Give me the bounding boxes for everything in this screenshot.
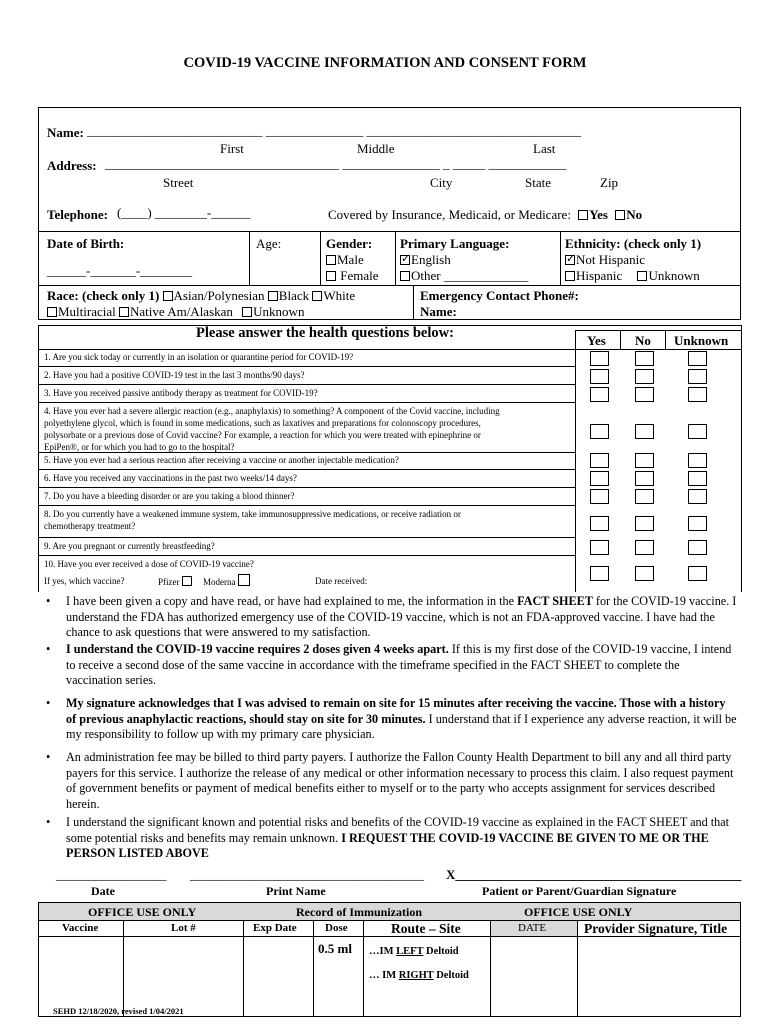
name-label: Name: [47,125,84,140]
race-white-checkbox[interactable] [312,291,322,301]
q8-no[interactable] [635,516,654,531]
pfizer-label: Pfizer [158,577,180,587]
q3-unknown[interactable] [688,387,707,402]
ethnicity-hispanic-option[interactable] [565,268,700,284]
q1-yes[interactable] [590,351,609,366]
question-1: 1. Are you sick today or currently in an isolation or quarantine period for COVID-19? [44,352,354,362]
form-title: COVID-19 VACCINE INFORMATION AND CONSENT FORM [183,55,587,71]
route-site-col: Route – Site [391,921,461,936]
col-unknown: Unknown [674,333,729,348]
race-asian-label: Asian/Polynesian [173,288,265,303]
gender-male-checkbox[interactable] [326,255,336,265]
race-asian-checkbox[interactable] [163,291,173,301]
telephone-label: Telephone: [47,207,108,222]
gender-label: Gender: [326,236,373,251]
moderna-checkbox[interactable] [238,574,250,586]
insurance-no-checkbox[interactable] [615,210,625,220]
insurance-question [328,207,642,223]
q10-unknown[interactable] [688,566,707,581]
pfizer-checkbox[interactable] [182,576,192,586]
route-deltoid-1: Deltoid [423,946,459,957]
q10-yes[interactable] [590,566,609,581]
route-left-deltoid[interactable] [369,946,459,957]
emergency-phone-label: Emergency Contact Phone#: [420,288,579,303]
moderna-label: Moderna [203,577,236,587]
gender-female-option[interactable] [326,268,379,284]
consent-item-2 [48,642,738,689]
question-10: 10. Have you ever received a dose of COVID-19 vaccine? [44,559,254,569]
dose-col: Dose [325,922,348,934]
record-of-immunization: Record of Immunization [296,905,422,919]
name-fields[interactable]: ___________________________ _______________ _________________________________ [87,123,581,138]
consent-2-bold: I understand the COVID-19 vaccine requires 2 doses given 4 weeks apart. [66,642,449,656]
gender-male-label: Male [337,252,364,267]
consent-item-4 [48,750,738,812]
col-no: No [635,333,651,348]
question-5: 5. Have you ever had a serious reaction after receiving a vaccine or another injectable medication? [44,455,399,465]
consent-1-text-b: for the COVID-19 vaccine. I understand the FDA has authorized emergency use of the COVID-19 vaccine, which is not an FDA-approved vaccine. I have had the chance to ask questions that were answered to my satisfaction. [66,594,737,639]
q4-yes[interactable] [590,424,609,439]
consent-item-3 [48,696,738,743]
language-english-checkbox[interactable] [400,255,410,265]
dob-label: Date of Birth: [47,236,125,251]
q9-unknown[interactable] [688,540,707,555]
consent-item-5 [48,815,738,862]
route-prefix-2: … IM [369,970,399,981]
question-10-moderna[interactable] [203,574,251,587]
zip-label: Zip [600,175,619,190]
print-name-field[interactable]: ____________________________________ [190,867,424,882]
ethnicity-unknown-label: Unknown [648,268,700,283]
bullet-icon: • [46,815,51,829]
signature-field[interactable]: X____________________________________________ [446,867,742,882]
q2-yes[interactable] [590,369,609,384]
address-fields[interactable]: ____________________________________ _______________ _ _____ ____________ [105,156,567,171]
language-other-option[interactable] [400,268,528,284]
q1-no[interactable] [635,351,654,366]
consent-1-text-a: I have been given a copy and have read, or have had explained to me, the information in the [66,594,518,608]
route-right-deltoid[interactable] [369,970,469,981]
bullet-icon: • [46,594,51,608]
language-english-label: English [411,252,451,267]
race-unknown-label: Unknown [253,304,305,319]
race-multiracial-checkbox[interactable] [47,307,57,317]
question-4-line-2: polyethylene glycol, which is found in some medications, such as laxatives and preparations for colonoscopy procedures, [44,418,481,428]
q7-unknown[interactable] [688,489,707,504]
ethnicity-not-hispanic-label: Not Hispanic [576,252,645,267]
dob-field[interactable]: ______-_______-________ [47,263,193,278]
insurance-no-label: No [626,207,643,222]
ethnicity-hispanic-checkbox[interactable] [565,271,575,281]
consent-2-text: If this is my first dose of the COVID-19 vaccine, I intend to receive a second dose of the same vaccine in accordance with the timeframe specified in the FACT SHEET to complete the vaccination series. [66,642,732,687]
question-9: 9. Are you pregnant or currently breastfeeding? [44,541,215,551]
race-unknown-checkbox[interactable] [242,307,252,317]
date-signature-field[interactable]: _________________ [56,867,167,882]
q7-yes[interactable] [590,489,609,504]
consent-3-text: I understand that if I experience any adverse reaction, it will be my responsibility to follow up with my primary care physician. [66,711,737,741]
question-8-line-2: chemotherapy treatment? [44,521,136,531]
bullet-icon: • [46,696,51,710]
consent-item-1 [48,594,738,641]
gender-female-label: Female [340,268,379,283]
question-4-line-4: EpiPen®, or for which you had to go to the hospital? [44,442,235,452]
dose-value: 0.5 ml [318,941,352,956]
race-native-checkbox[interactable] [119,307,129,317]
q6-unknown[interactable] [688,471,707,486]
city-label: City [430,175,453,190]
q2-no[interactable] [635,369,654,384]
question-10-pfizer[interactable] [158,576,193,587]
q3-no[interactable] [635,387,654,402]
ethnicity-not-hispanic-option[interactable] [565,252,645,268]
route-left: LEFT [396,946,424,957]
print-name-label: Print Name [266,884,326,898]
question-3: 3. Have you received passive antibody therapy as treatment for COVID-19? [44,388,318,398]
consent-4-text: An administration fee may be billed to third party payers. I authorize the Fallon County Health Department to bill any and all third party payers for this service. I authorize the release of any medical or other information necessary to process this claim. I also request payment of government benefits or payment of medical benefits either to myself or to the party who accepts assignment for services described herein. [66,750,734,811]
q8-unknown[interactable] [688,516,707,531]
date-label: Date [91,884,115,898]
q8-yes[interactable] [590,516,609,531]
insurance-text: Covered by Insurance, Medicaid, or Medicare: [328,207,571,222]
race-black-checkbox[interactable] [268,291,278,301]
office-use-right: OFFICE USE ONLY [524,905,633,919]
q10-no[interactable] [635,566,654,581]
race-white-label: White [323,288,356,303]
language-english-option[interactable] [400,252,451,268]
race-row-2 [47,304,304,320]
emergency-name-label: Name: [420,304,457,319]
question-4-line-1: 4. Have you ever had a severe allergic reaction (e.g., anaphylaxis) to something? A component of the Covid vaccine, including [44,406,500,416]
language-other-checkbox[interactable] [400,271,410,281]
insurance-yes-checkbox[interactable] [578,210,588,220]
q9-no[interactable] [635,540,654,555]
question-8-line-1: 8. Do you currently have a weakened immune system, take immunosuppressive medications, or receive radiation or [44,509,461,519]
bullet-icon: • [46,642,51,656]
office-use-left: OFFICE USE ONLY [88,905,197,919]
q6-no[interactable] [635,471,654,486]
question-6: 6. Have you received any vaccinations in the past two weeks/14 days? [44,473,297,483]
date-col: DATE [518,922,547,934]
revision-footer: SEHD 12/18/2020, revised 1/04/2021 [53,1006,184,1016]
q4-no[interactable] [635,424,654,439]
gender-male-option[interactable] [326,252,364,268]
ethnicity-label: Ethnicity: (check only 1) [565,236,702,251]
question-7: 7. Do you have a bleeding disorder or are you taking a blood thinner? [44,491,295,501]
language-label: Primary Language: [400,236,510,251]
last-label: Last [533,141,556,156]
ethnicity-hispanic-label: Hispanic [576,268,623,283]
col-yes: Yes [587,333,606,348]
route-right: RIGHT [398,970,434,981]
q4-unknown[interactable] [688,424,707,439]
telephone-field[interactable]: (____) ________-______ [117,205,251,220]
q1-unknown[interactable] [688,351,707,366]
lot-col: Lot # [171,922,196,934]
provider-signature-col: Provider Signature, Title [584,921,728,936]
ethnicity-unknown-checkbox[interactable] [637,271,647,281]
route-deltoid-2: Deltoid [433,970,469,981]
ethnicity-not-hispanic-checkbox[interactable] [565,255,575,265]
consent-3-bold: My signature acknowledges that I was advised to remain on site for 15 minutes after receiving the vaccine. Those with a history of previous anaphylactic reactions, should stay on site for 30 minutes. [66,696,726,726]
race-row-1 [47,288,355,304]
state-label: State [525,175,551,190]
question-4-line-3: polysorbate or a previous dose of Covid vaccine? For example, a reaction for which you were treated with epinephrine or [44,430,481,440]
consent-5-bold: I REQUEST THE COVID-19 VACCINE BE GIVEN TO ME OR THE PERSON LISTED ABOVE [66,830,709,860]
vaccine-col: Vaccine [62,922,99,934]
question-10-which-label: If yes, which vaccine? [44,576,125,586]
q2-unknown[interactable] [688,369,707,384]
q5-unknown[interactable] [688,453,707,468]
language-other-label: Other _____________ [411,268,529,283]
question-2: 2. Have you had a positive COVID-19 test in the last 3 months/90 days? [44,370,305,380]
patient-signature-label: Patient or Parent/Guardian Signature [482,884,677,898]
question-10-date-received[interactable]: Date received: [315,576,368,586]
route-prefix-1: …IM [369,946,397,957]
q5-no[interactable] [635,453,654,468]
consent-1-fact-sheet: FACT SHEET [517,594,593,608]
race-native-label: Native Am/Alaskan [130,304,233,319]
q6-yes[interactable] [590,471,609,486]
gender-female-checkbox[interactable] [326,271,336,281]
race-black-label: Black [278,288,310,303]
consent-5-text: I understand the significant known and potential risks and benefits of the COVID-19 vaccine as explained in the FACT SHEET and that some potential risks and benefits may remain unknown. [66,815,730,845]
q3-yes[interactable] [590,387,609,402]
age-label: Age: [256,236,282,251]
exp-date-col: Exp Date [253,922,297,934]
insurance-yes-label: Yes [589,207,608,222]
q7-no[interactable] [635,489,654,504]
race-multiracial-label: Multiracial [58,304,116,319]
bullet-icon: • [46,750,51,764]
q5-yes[interactable] [590,453,609,468]
first-label: First [220,141,244,156]
middle-label: Middle [357,141,395,156]
address-label: Address: [47,158,97,173]
questions-heading: Please answer the health questions below: [196,325,454,341]
q9-yes[interactable] [590,540,609,555]
race-label: Race: (check only 1) [47,288,160,303]
street-label: Street [163,175,194,190]
